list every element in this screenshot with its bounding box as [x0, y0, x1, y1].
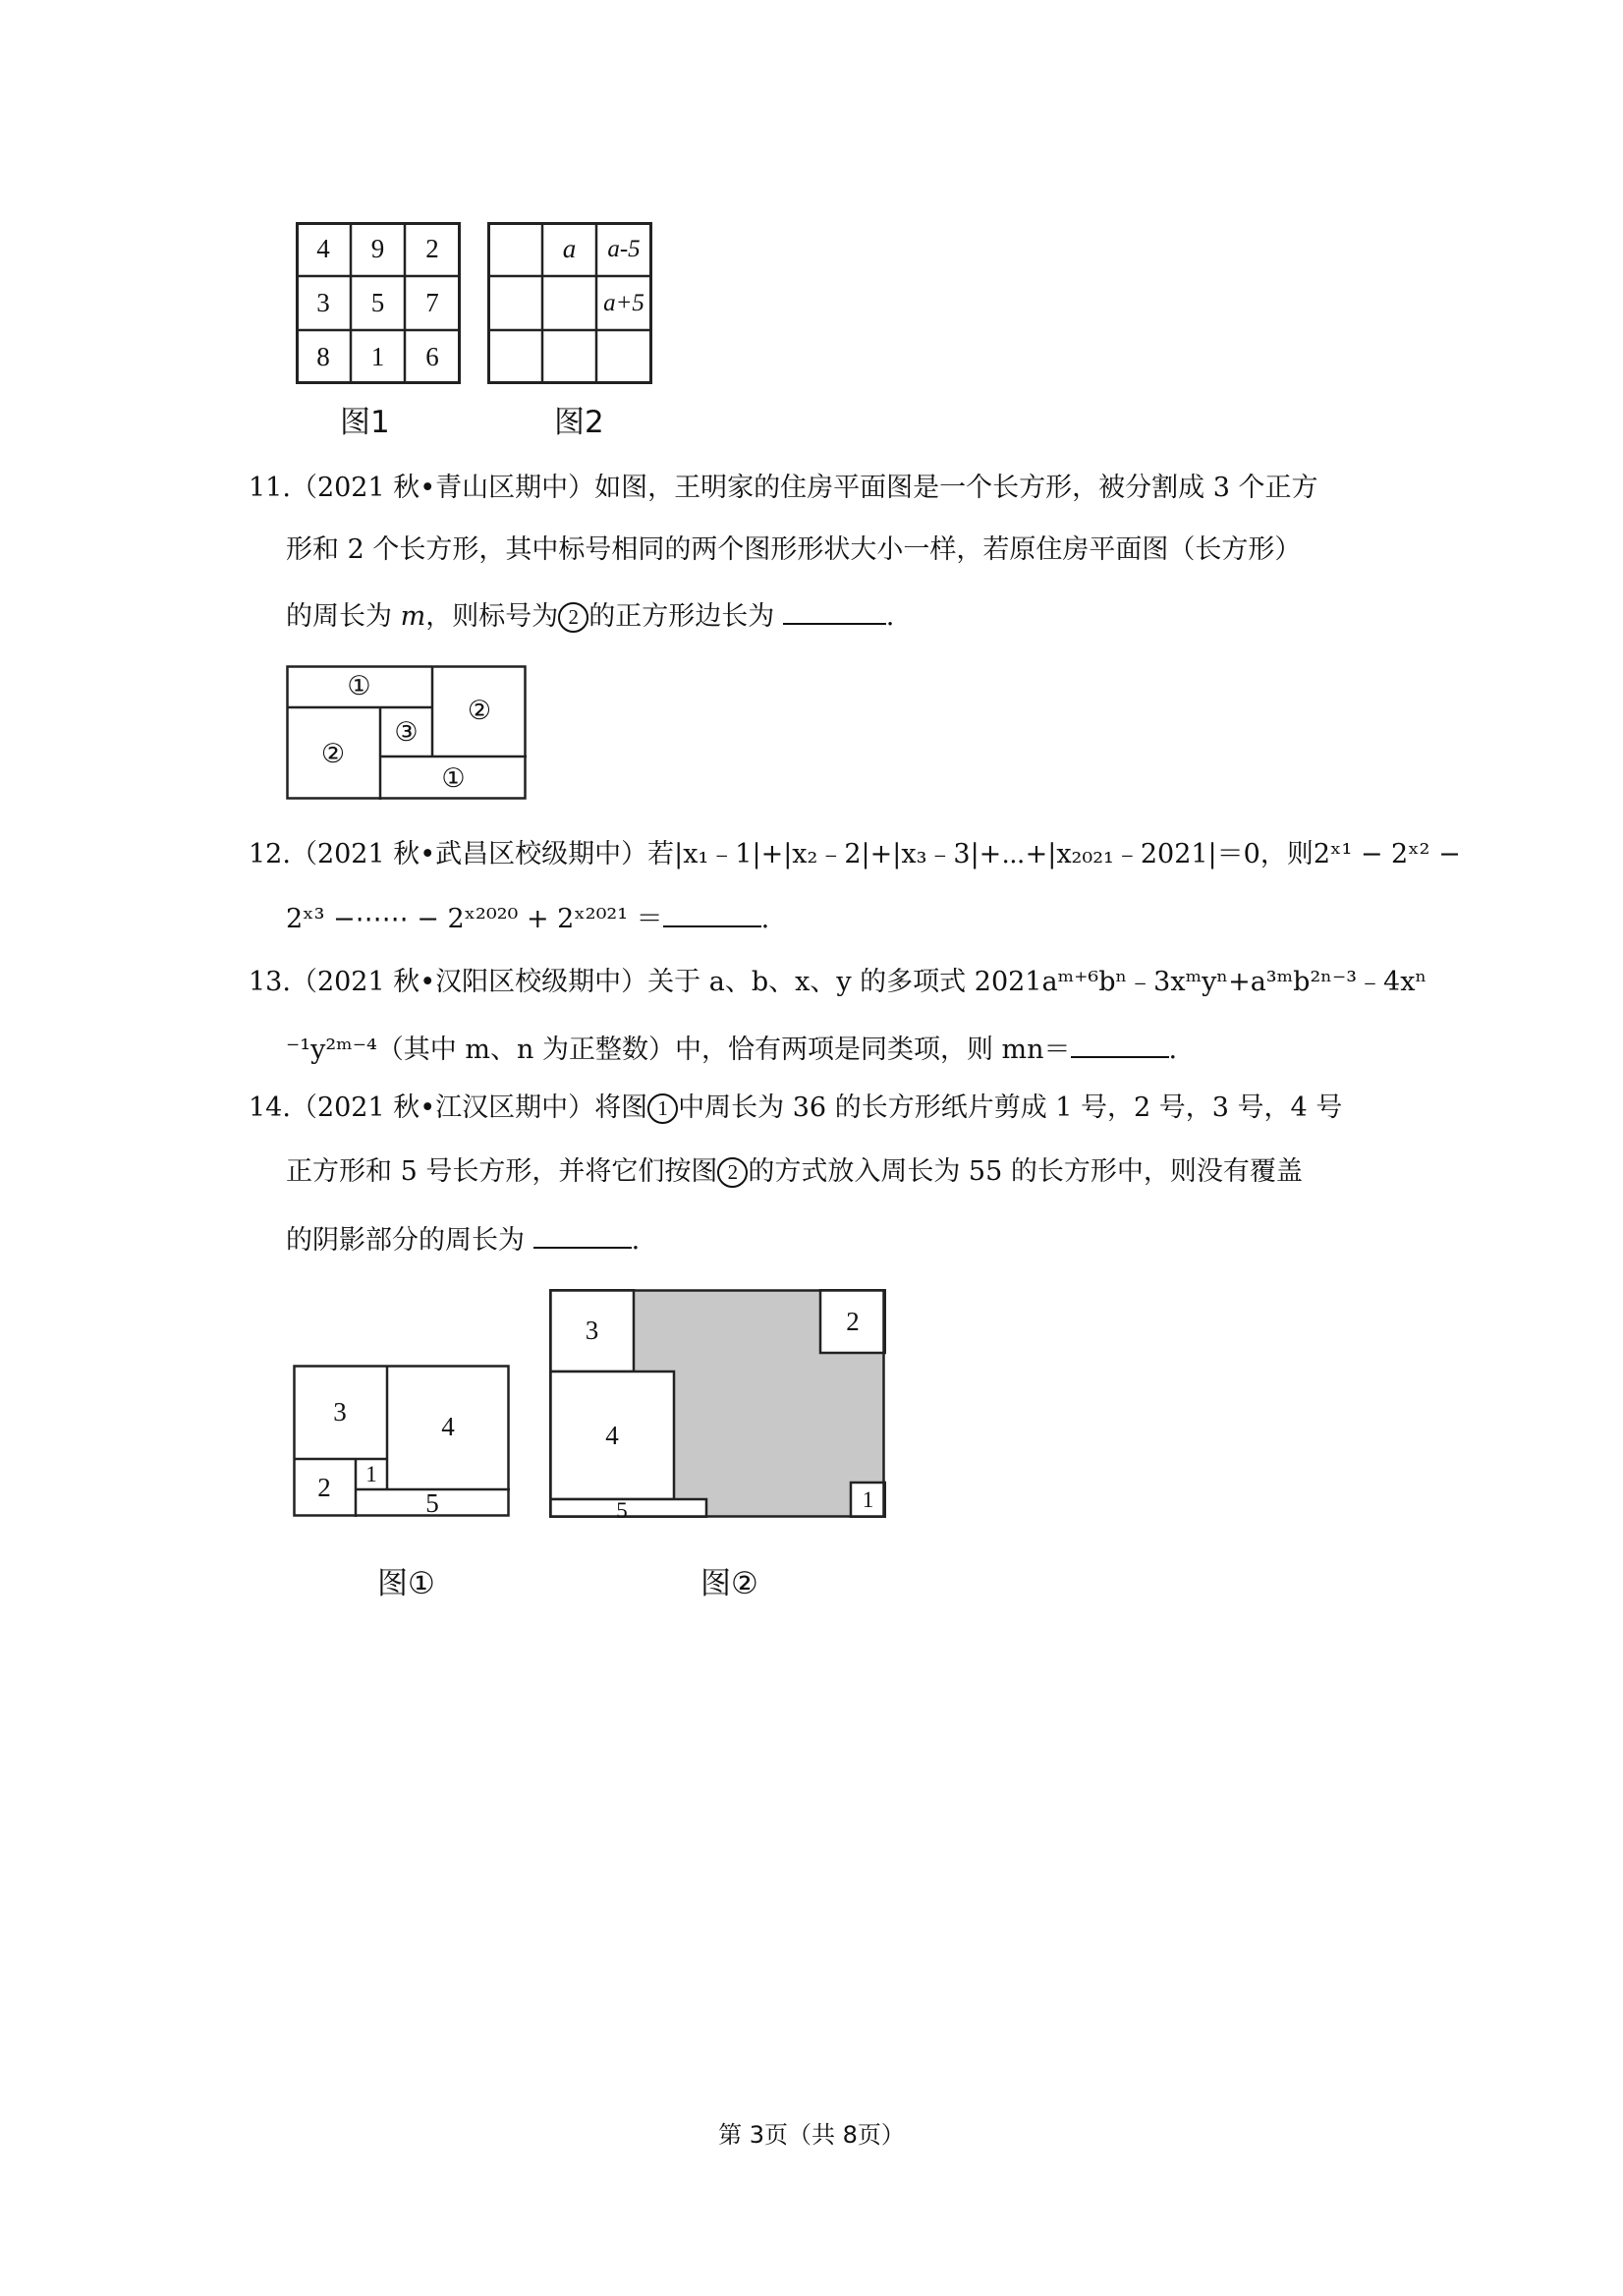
floorplan-label: ③	[394, 716, 419, 747]
q14-circled-number: 2	[717, 1157, 748, 1188]
q11-text: .	[885, 601, 895, 632]
q12-text: 2ˣ³ −⋯⋯ − 2ˣ²⁰²⁰ + 2ˣ²⁰²¹ ＝	[286, 904, 663, 934]
q11-line1: 11.（2021 秋•青山区期中）如图，王明家的住房平面图是一个长方形，被分割成 3 个正方	[249, 473, 1318, 503]
figure-caption-1: 图1	[340, 405, 390, 440]
q14-text: 中周长为 36 的长方形纸片剪成 1 号，2 号，3 号，4 号	[678, 1092, 1343, 1123]
q14-line2	[286, 1157, 1303, 1188]
grid1-cell: 4	[316, 234, 330, 263]
q12-text: .	[760, 904, 770, 934]
grid2-cell: a	[562, 234, 577, 263]
q14-figure-2	[549, 1289, 886, 1518]
q11-answer-blank[interactable]	[783, 599, 886, 625]
q14-line1	[249, 1093, 1342, 1124]
grid2-cell: a-5	[607, 235, 641, 262]
fig1-label-2: 2	[317, 1473, 331, 1502]
grid1-cell: 9	[370, 234, 385, 263]
fig1-label-1: 1	[365, 1461, 377, 1486]
q14-figure-caption-2: 图②	[700, 1566, 758, 1601]
q11-text: 的正方形边长为	[588, 601, 775, 632]
fig2-label-4: 4	[605, 1420, 619, 1450]
fig1-label-3: 3	[333, 1396, 347, 1427]
q11-text: 的周长为	[286, 601, 401, 632]
figure-caption-2: 图2	[554, 405, 604, 440]
q11-text: ，则标号为	[425, 601, 559, 632]
floorplan-label: ①	[347, 671, 371, 700]
q14-line3	[286, 1223, 640, 1254]
page-footer: 第 3页（共 8页）	[718, 2121, 905, 2149]
floorplan-label: ①	[441, 762, 466, 793]
fig2-label-3: 3	[585, 1316, 599, 1345]
q14-circled-number: 1	[647, 1093, 678, 1124]
fig2-label-1: 1	[862, 1486, 874, 1512]
q11-line3	[286, 599, 894, 633]
grid1-cell: 2	[425, 234, 439, 263]
grid1-cell: 6	[425, 342, 439, 371]
grid1-cell: 3	[316, 288, 330, 317]
q14-text: 正方形和 5 号长方形，并将它们按图	[286, 1156, 718, 1187]
q13-text: .	[1168, 1035, 1178, 1065]
fig1-label-5: 5	[425, 1487, 439, 1518]
q11-circled-number: 2	[558, 602, 588, 633]
magic-square-figure-2	[487, 222, 652, 384]
fig2-label-2: 2	[846, 1306, 860, 1336]
grid1-cell: 7	[425, 288, 439, 317]
grid1-cell: 5	[370, 288, 385, 317]
floorplan-label: ②	[320, 738, 346, 768]
grid1-cell: 1	[370, 342, 385, 371]
q12-answer-blank[interactable]	[663, 902, 761, 927]
fig1-label-4: 4	[441, 1412, 455, 1441]
q12-line1: 12.（2021 秋•武昌区校级期中）若|x₁﹣1|+|x₂﹣2|+|x₃﹣3|+⋯+|x₂₀₂₁﹣2021|＝0，则2ˣ¹ − 2ˣ² −	[249, 839, 1461, 869]
magic-square-figure-1	[296, 222, 461, 384]
q14-figure-caption-1: 图①	[377, 1566, 435, 1601]
q14-text: 14.（2021 秋•江汉区期中）将图	[249, 1092, 648, 1123]
q14-answer-blank[interactable]	[533, 1223, 632, 1249]
q13-line1: 13.（2021 秋•汉阳区校级期中）关于 a、b、x、y 的多项式 2021aᵐ⁺⁶bⁿ﹣3xᵐyⁿ+a³ᵐb²ⁿ⁻³﹣4xⁿ	[249, 967, 1427, 997]
q12-line2	[286, 902, 769, 932]
q11-var-m: m	[400, 601, 426, 632]
grid1-cell: 8	[316, 342, 330, 371]
q14-text: 的阴影部分的周长为	[286, 1225, 525, 1256]
q14-figure-1	[293, 1365, 511, 1518]
floorplan-label: ②	[467, 696, 492, 725]
q14-text: 的方式放入周长为 55 的长方形中，则没有覆盖	[748, 1156, 1303, 1187]
q13-answer-blank[interactable]	[1071, 1033, 1169, 1058]
q14-text: .	[631, 1225, 641, 1256]
q13-line2	[286, 1033, 1177, 1063]
grid2-cell: a+5	[603, 289, 644, 316]
q11-floorplan-figure	[286, 665, 528, 801]
q13-text: ⁻¹y²ᵐ⁻⁴（其中 m、n 为正整数）中，恰有两项是同类项，则 mn＝	[286, 1035, 1071, 1065]
fig2-label-5: 5	[616, 1498, 628, 1518]
q11-line2: 形和 2 个长方形，其中标号相同的两个图形形状大小一样，若原住房平面图（长方形）	[286, 534, 1302, 565]
